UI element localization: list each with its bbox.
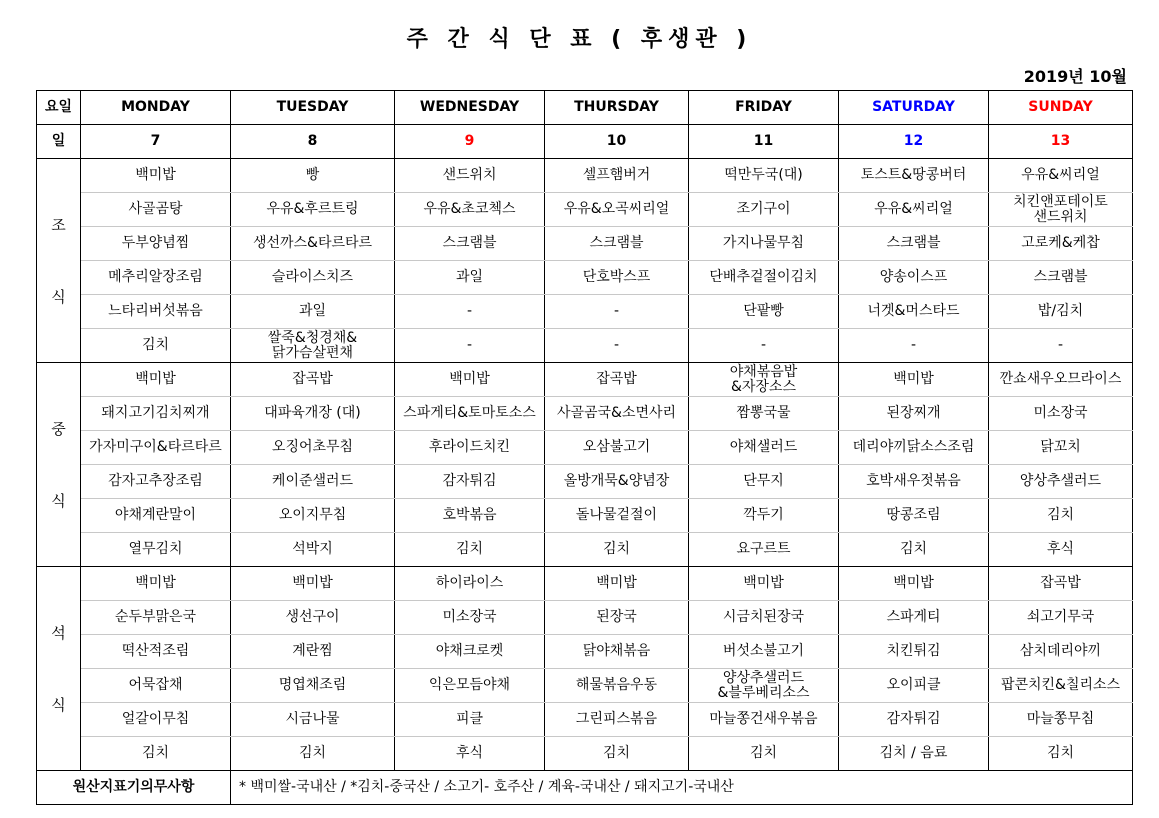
menu-item: - (545, 329, 689, 363)
menu-item: 우유&씨리얼 (839, 193, 989, 227)
menu-item: 후식 (395, 737, 545, 771)
menu-item: 된장찌개 (839, 397, 989, 431)
menu-item: 익은모듬야채 (395, 669, 545, 703)
menu-row (37, 635, 1133, 669)
menu-item: 피클 (395, 703, 545, 737)
weekly-menu-table (36, 90, 1133, 805)
menu-item: 석박지 (231, 533, 395, 567)
date-row (37, 125, 1133, 159)
menu-item: 단배추겉절이김치 (689, 261, 839, 295)
meal-label-dinner: 석 식 (37, 567, 81, 771)
menu-item: 대파육개장 (대) (231, 397, 395, 431)
menu-item: 느타리버섯볶음 (81, 295, 231, 329)
menu-item: 김치 (81, 329, 231, 363)
menu-item: 짬뽕국물 (689, 397, 839, 431)
menu-item: 스크램블 (545, 227, 689, 261)
menu-row (37, 397, 1133, 431)
menu-item: 마늘쫑무침 (989, 703, 1133, 737)
menu-item: 오이지무침 (231, 499, 395, 533)
menu-item: 슬라이스치즈 (231, 261, 395, 295)
menu-item: 두부양념찜 (81, 227, 231, 261)
menu-item: 땅콩조림 (839, 499, 989, 533)
menu-item: 감자고추장조림 (81, 465, 231, 499)
day-thursday: THURSDAY (545, 91, 689, 125)
day-monday: MONDAY (81, 91, 231, 125)
menu-item: 백미밥 (81, 363, 231, 397)
menu-item: 깐쇼새우오므라이스 (989, 363, 1133, 397)
menu-item: 쇠고기무국 (989, 601, 1133, 635)
menu-item: 올방개묵&양념장 (545, 465, 689, 499)
menu-item: 호박새우젓볶음 (839, 465, 989, 499)
menu-item: 백미밥 (545, 567, 689, 601)
menu-item: 가자미구이&타르타르 (81, 431, 231, 465)
menu-row (37, 737, 1133, 771)
menu-row (37, 193, 1133, 227)
menu-item: 생선구이 (231, 601, 395, 635)
menu-row (37, 295, 1133, 329)
menu-item: 백미밥 (689, 567, 839, 601)
day-sunday: SUNDAY (989, 91, 1133, 125)
weekday-label: 요일 (37, 91, 81, 125)
menu-item: 어묵잡채 (81, 669, 231, 703)
menu-item: 김치 / 음료 (839, 737, 989, 771)
menu-row (37, 431, 1133, 465)
origin-label: 원산지표기의무사항 (37, 771, 231, 805)
menu-item: 사골곰탕 (81, 193, 231, 227)
meal-block-lunch (37, 363, 1133, 567)
menu-item: 우유&씨리얼 (989, 159, 1133, 193)
meal-label-lunch: 중 식 (37, 363, 81, 567)
menu-row (37, 363, 1133, 397)
menu-item: 팝콘치킨&칠리소스 (989, 669, 1133, 703)
menu-item: - (989, 329, 1133, 363)
menu-item: 김치 (81, 737, 231, 771)
menu-item: 된장국 (545, 601, 689, 635)
menu-item: 버섯소불고기 (689, 635, 839, 669)
menu-item: 단팥빵 (689, 295, 839, 329)
menu-item: 스크램블 (839, 227, 989, 261)
menu-item: 백미밥 (231, 567, 395, 601)
menu-item: 하이라이스 (395, 567, 545, 601)
menu-item: 김치 (545, 737, 689, 771)
menu-item: 미소장국 (989, 397, 1133, 431)
menu-item: 토스트&땅콩버터 (839, 159, 989, 193)
menu-row (37, 669, 1133, 703)
date-tuesday: 8 (231, 125, 395, 159)
menu-item: 치킨앤포테이토 샌드위치 (989, 193, 1133, 227)
day-friday: FRIDAY (689, 91, 839, 125)
menu-item: 케이준샐러드 (231, 465, 395, 499)
day-tuesday: TUESDAY (231, 91, 395, 125)
menu-item: 오삼불고기 (545, 431, 689, 465)
menu-item: 김치 (545, 533, 689, 567)
menu-item: 후라이드치킨 (395, 431, 545, 465)
menu-row (37, 465, 1133, 499)
menu-item: 김치 (839, 533, 989, 567)
menu-item: - (839, 329, 989, 363)
menu-item: 쌀죽&청경채& 닭가슴살편채 (231, 329, 395, 363)
menu-item: 김치 (689, 737, 839, 771)
menu-item: 후식 (989, 533, 1133, 567)
menu-item: 미소장국 (395, 601, 545, 635)
menu-item: 호박볶음 (395, 499, 545, 533)
menu-item: 돼지고기김치찌개 (81, 397, 231, 431)
menu-item: 양상추샐러드 &블루베리소스 (689, 669, 839, 703)
menu-item: 그린피스볶음 (545, 703, 689, 737)
date-monday: 7 (81, 125, 231, 159)
menu-item: 데리야끼닭소스조림 (839, 431, 989, 465)
menu-item: - (395, 329, 545, 363)
menu-item: 잡곡밥 (545, 363, 689, 397)
menu-row (37, 703, 1133, 737)
menu-item: 잡곡밥 (989, 567, 1133, 601)
menu-item: 돌나물겉절이 (545, 499, 689, 533)
menu-item: 스파게티&토마토소스 (395, 397, 545, 431)
menu-item: 김치 (395, 533, 545, 567)
meal-block-breakfast (37, 159, 1133, 363)
day-wednesday: WEDNESDAY (395, 91, 545, 125)
menu-row (37, 533, 1133, 567)
menu-item: 너겟&머스타드 (839, 295, 989, 329)
menu-row (37, 159, 1133, 193)
menu-item: 오이피클 (839, 669, 989, 703)
menu-item: 스크램블 (989, 261, 1133, 295)
menu-item: - (395, 295, 545, 329)
menu-item: 떡만두국(대) (689, 159, 839, 193)
menu-item: 야채크로켓 (395, 635, 545, 669)
menu-item: 오징어초무침 (231, 431, 395, 465)
menu-item: 시금나물 (231, 703, 395, 737)
menu-item: 야채계란말이 (81, 499, 231, 533)
meal-label-breakfast: 조 식 (37, 159, 81, 363)
menu-item: 야채샐러드 (689, 431, 839, 465)
origin-text: * 백미쌀-국내산 / *김치-중국산 / 소고기- 호주산 / 계육-국내산 / 돼지고기-국내산 (231, 771, 1133, 805)
date-label: 일 (37, 125, 81, 159)
menu-item: 메추리알장조림 (81, 261, 231, 295)
menu-row (37, 227, 1133, 261)
menu-month: 2019년 10월 (1023, 67, 1127, 86)
menu-item: 열무김치 (81, 533, 231, 567)
menu-item: 빵 (231, 159, 395, 193)
menu-item: 과일 (395, 261, 545, 295)
menu-item: 김치 (989, 737, 1133, 771)
menu-item: 해물볶음우동 (545, 669, 689, 703)
menu-item: 스크램블 (395, 227, 545, 261)
day-saturday: SATURDAY (839, 91, 989, 125)
menu-item: 스파게티 (839, 601, 989, 635)
menu-item: 백미밥 (81, 159, 231, 193)
date-thursday: 10 (545, 125, 689, 159)
menu-item: 계란찜 (231, 635, 395, 669)
date-saturday: 12 (839, 125, 989, 159)
menu-item: 양상추샐러드 (989, 465, 1133, 499)
menu-item: 과일 (231, 295, 395, 329)
menu-item: 양송이스프 (839, 261, 989, 295)
page-title: 주 간 식 단 표 ( 후생관 ) (406, 27, 753, 52)
menu-item: 밥/김치 (989, 295, 1133, 329)
menu-item: 시금치된장국 (689, 601, 839, 635)
origin-row (37, 771, 1133, 805)
menu-item: 김치 (989, 499, 1133, 533)
menu-item: 우유&후르트링 (231, 193, 395, 227)
menu-item: 백미밥 (839, 363, 989, 397)
menu-item: 감자튀김 (839, 703, 989, 737)
menu-item: 생선까스&타르타르 (231, 227, 395, 261)
menu-item: 사골곰국&소면사리 (545, 397, 689, 431)
menu-item: 감자튀김 (395, 465, 545, 499)
menu-item: 삼치데리야끼 (989, 635, 1133, 669)
menu-item: 샌드위치 (395, 159, 545, 193)
menu-item: 고로케&케찹 (989, 227, 1133, 261)
menu-item: 치킨튀김 (839, 635, 989, 669)
menu-item: 셀프햄버거 (545, 159, 689, 193)
menu-item: 조기구이 (689, 193, 839, 227)
date-friday: 11 (689, 125, 839, 159)
meal-block-dinner (37, 567, 1133, 771)
menu-row (37, 261, 1133, 295)
menu-item: 떡산적조림 (81, 635, 231, 669)
weekday-header-row (37, 91, 1133, 125)
date-wednesday: 9 (395, 125, 545, 159)
menu-row (37, 567, 1133, 601)
menu-row (37, 601, 1133, 635)
date-sunday: 13 (989, 125, 1133, 159)
menu-item: 순두부맑은국 (81, 601, 231, 635)
menu-item: 마늘쫑건새우볶음 (689, 703, 839, 737)
menu-item: 잡곡밥 (231, 363, 395, 397)
menu-item: 백미밥 (395, 363, 545, 397)
menu-item: - (689, 329, 839, 363)
menu-row (37, 499, 1133, 533)
menu-item: 가지나물무침 (689, 227, 839, 261)
menu-item: 명엽채조림 (231, 669, 395, 703)
menu-item: 우유&초코첵스 (395, 193, 545, 227)
menu-item: 얼갈이무침 (81, 703, 231, 737)
menu-item: 김치 (231, 737, 395, 771)
menu-item: - (545, 295, 689, 329)
menu-item: 단무지 (689, 465, 839, 499)
menu-item: 야채볶음밥 &자장소스 (689, 363, 839, 397)
menu-item: 우유&오곡씨리얼 (545, 193, 689, 227)
menu-item: 백미밥 (839, 567, 989, 601)
menu-item: 단호박스프 (545, 261, 689, 295)
menu-row (37, 329, 1133, 363)
menu-item: 닭꼬치 (989, 431, 1133, 465)
menu-item: 닭야채볶음 (545, 635, 689, 669)
menu-item: 백미밥 (81, 567, 231, 601)
menu-item: 깍두기 (689, 499, 839, 533)
menu-item: 요구르트 (689, 533, 839, 567)
